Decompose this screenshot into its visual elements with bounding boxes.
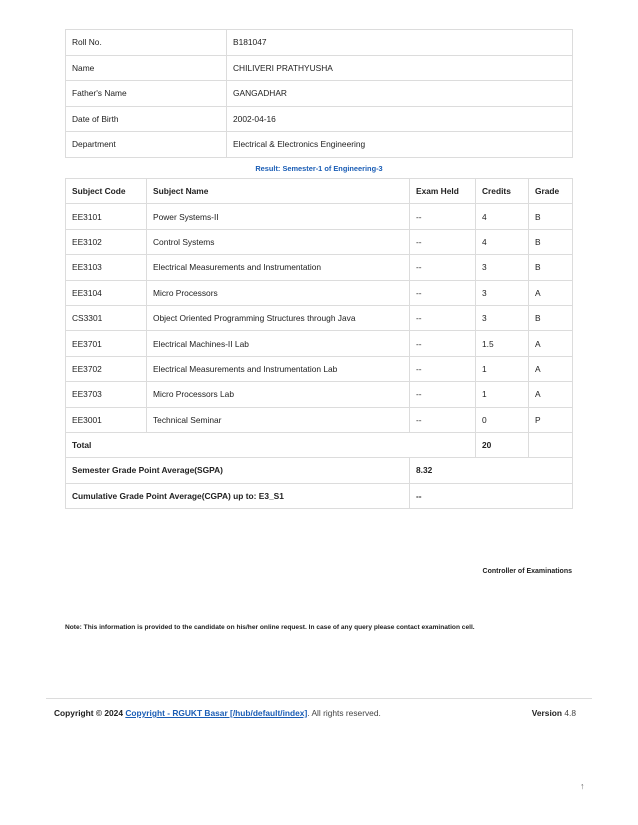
copyright-text: Copyright © 2024 bbox=[54, 708, 123, 718]
controller-signature: Controller of Examinations bbox=[482, 568, 572, 575]
sgpa-label: Semester Grade Point Average(SGPA) bbox=[66, 458, 410, 483]
table-row bbox=[66, 280, 573, 305]
subject-name: Micro Processors bbox=[147, 280, 410, 305]
info-label: Roll No. bbox=[66, 30, 227, 56]
credits: 1.5 bbox=[476, 331, 529, 356]
table-row bbox=[66, 229, 573, 254]
subject-name: Power Systems-II bbox=[147, 204, 410, 229]
table-row bbox=[66, 331, 573, 356]
col-credits: Credits bbox=[476, 179, 529, 204]
footer-copyright bbox=[54, 708, 381, 718]
info-value: CHILIVERI PRATHYUSHA bbox=[227, 55, 573, 81]
credits: 1 bbox=[476, 382, 529, 407]
subject-name: Technical Seminar bbox=[147, 407, 410, 432]
copyright-link[interactable]: Copyright - RGUKT Basar [/hub/default/index] bbox=[125, 708, 308, 718]
col-subject-name: Subject Name bbox=[147, 179, 410, 204]
credits: 4 bbox=[476, 204, 529, 229]
grade: A bbox=[529, 382, 573, 407]
credits: 4 bbox=[476, 229, 529, 254]
rights-text: . All rights reserved. bbox=[307, 708, 381, 718]
subject-name: Electrical Machines-II Lab bbox=[147, 331, 410, 356]
credits: 0 bbox=[476, 407, 529, 432]
grade: B bbox=[529, 204, 573, 229]
total-grade-empty bbox=[529, 432, 573, 457]
subject-code: EE3103 bbox=[66, 255, 147, 280]
grade: A bbox=[529, 331, 573, 356]
info-label: Date of Birth bbox=[66, 106, 227, 132]
credits: 3 bbox=[476, 305, 529, 330]
info-label: Father's Name bbox=[66, 81, 227, 107]
info-value: B181047 bbox=[227, 30, 573, 56]
subject-code: EE3701 bbox=[66, 331, 147, 356]
credits: 3 bbox=[476, 255, 529, 280]
info-value: Electrical & Electronics Engineering bbox=[227, 132, 573, 158]
student-info-row bbox=[66, 132, 573, 158]
subject-code: EE3703 bbox=[66, 382, 147, 407]
grade: B bbox=[529, 305, 573, 330]
student-info-row bbox=[66, 106, 573, 132]
exam-held: -- bbox=[410, 229, 476, 254]
info-value: 2002-04-16 bbox=[227, 106, 573, 132]
credits: 1 bbox=[476, 356, 529, 381]
subject-code: EE3102 bbox=[66, 229, 147, 254]
sgpa-row bbox=[66, 458, 573, 483]
cgpa-value: -- bbox=[410, 483, 573, 508]
subject-code: EE3104 bbox=[66, 280, 147, 305]
footer-version bbox=[532, 708, 576, 718]
exam-held: -- bbox=[410, 382, 476, 407]
table-row bbox=[66, 407, 573, 432]
exam-held: -- bbox=[410, 331, 476, 356]
info-label: Department bbox=[66, 132, 227, 158]
table-row bbox=[66, 382, 573, 407]
student-info-row bbox=[66, 55, 573, 81]
subject-name: Electrical Measurements and Instrumentation bbox=[147, 255, 410, 280]
note-text: Note: This information is provided to the candidate on his/her online request. In case of any query please contact examination cell. bbox=[65, 624, 475, 631]
subject-name: Object Oriented Programming Structures through Java bbox=[147, 305, 410, 330]
cgpa-label: Cumulative Grade Point Average(CGPA) up to: E3_S1 bbox=[66, 483, 410, 508]
subject-name: Control Systems bbox=[147, 229, 410, 254]
grade: B bbox=[529, 255, 573, 280]
version-value: 4.8 bbox=[564, 708, 576, 718]
table-row bbox=[66, 255, 573, 280]
credits: 3 bbox=[476, 280, 529, 305]
col-grade: Grade bbox=[529, 179, 573, 204]
student-info-body bbox=[66, 30, 573, 158]
version-label: Version bbox=[531, 708, 563, 718]
exam-held: -- bbox=[410, 204, 476, 229]
total-label: Total bbox=[66, 432, 476, 457]
result-table bbox=[65, 178, 573, 509]
grade: B bbox=[529, 229, 573, 254]
result-heading: Result: Semester-1 of Engineering-3 bbox=[255, 164, 383, 173]
exam-held: -- bbox=[410, 280, 476, 305]
student-info-table bbox=[65, 29, 573, 158]
exam-held: -- bbox=[410, 356, 476, 381]
student-info-row bbox=[66, 81, 573, 107]
col-subject-code: Subject Code bbox=[66, 179, 147, 204]
total-row bbox=[66, 432, 573, 457]
subject-code: EE3001 bbox=[66, 407, 147, 432]
scroll-to-top-icon[interactable]: ↑ bbox=[580, 781, 585, 791]
exam-held: -- bbox=[410, 255, 476, 280]
grade: A bbox=[529, 280, 573, 305]
grade: P bbox=[529, 407, 573, 432]
col-exam-held: Exam Held bbox=[410, 179, 476, 204]
subject-code: EE3702 bbox=[66, 356, 147, 381]
table-row bbox=[66, 305, 573, 330]
subject-code: CS3301 bbox=[66, 305, 147, 330]
info-label: Name bbox=[66, 55, 227, 81]
total-credits: 20 bbox=[476, 432, 529, 457]
table-row bbox=[66, 204, 573, 229]
exam-held: -- bbox=[410, 305, 476, 330]
student-info-row bbox=[66, 30, 573, 56]
cgpa-row bbox=[66, 483, 573, 508]
grade: A bbox=[529, 356, 573, 381]
subject-name: Micro Processors Lab bbox=[147, 382, 410, 407]
table-row bbox=[66, 356, 573, 381]
subject-name: Electrical Measurements and Instrumentation Lab bbox=[147, 356, 410, 381]
exam-held: -- bbox=[410, 407, 476, 432]
subject-rows bbox=[66, 204, 573, 433]
sgpa-value: 8.32 bbox=[410, 458, 573, 483]
subject-code: EE3101 bbox=[66, 204, 147, 229]
info-value: GANGADHAR bbox=[227, 81, 573, 107]
result-header-row bbox=[66, 179, 573, 204]
footer-divider bbox=[46, 698, 592, 699]
